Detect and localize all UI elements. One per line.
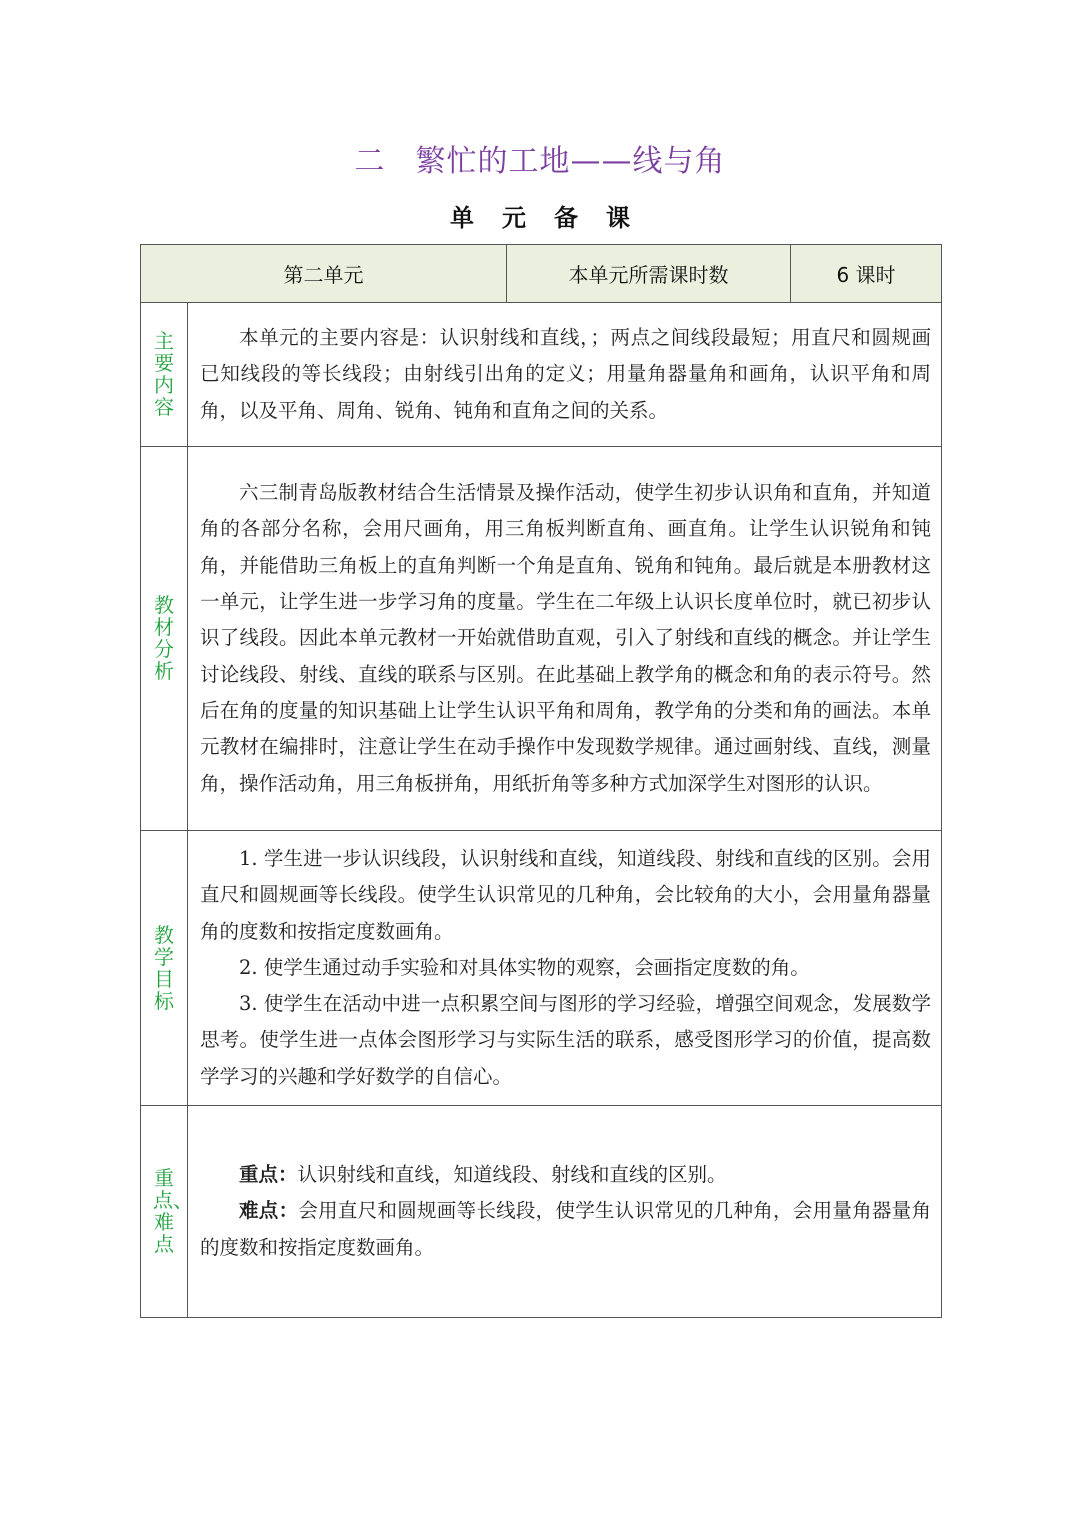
title-number: 二 <box>354 144 386 179</box>
page-subtitle: 单元备课 <box>450 204 658 232</box>
row-label-teaching-goals: 教学目标 <box>141 831 188 1106</box>
unit-plan-table <box>140 244 942 1318</box>
row-label-material-analysis: 教材分析 <box>141 447 188 831</box>
page-title <box>0 136 1080 180</box>
row-label-main-content: 主要内容 <box>141 303 188 447</box>
difficult-point-label: 难点 <box>239 1199 279 1223</box>
paragraph: 本单元的主要内容是：认识射线和直线，；两点之间线段最短；用直尺和圆规画已知线段的等长线段；由射线引出角的定义；用量角器量角和画角，认识平角和周角，以及平角、周角、锐角、钝角和直角之间的关系。 <box>200 326 931 422</box>
key-point-label: 重点 <box>239 1163 279 1187</box>
row-label-key-points: 重点、难点 <box>141 1106 188 1318</box>
table-row-material-analysis <box>141 447 942 831</box>
key-point-paragraph: 重点：认识射线和直线，知道线段、射线和直线的区别。 <box>239 1163 727 1187</box>
difficult-point-paragraph: 难点：会用直尺和圆规画等长线段，使学生认识常见的几种角，会用量角器量角的度数和按指定度数画角。 <box>200 1199 931 1259</box>
key-point-text: 认识射线和直线，知道线段、射线和直线的区别。 <box>297 1163 727 1187</box>
table-row-main-content <box>141 303 942 447</box>
table-header-row <box>141 245 942 303</box>
hours-label-cell: 本单元所需课时数 <box>507 245 791 303</box>
row-content-teaching-goals <box>188 831 942 1106</box>
row-content-main-content <box>188 303 942 447</box>
table-row-teaching-goals <box>141 831 942 1106</box>
paragraph: 六三制青岛版教材结合生活情景及操作活动，使学生初步认识角和直角，并知道角的各部分名称，会用尺画角，用三角板判断直角、画直角。让学生认识锐角和钝角，并能借助三角板上的直角判断一个角是直角、锐角和钝角。最后就是本册教材这一单元，让学生进一步学习角的度量。学生在二年级上认识长度单位时，就已初步认识了线段。因此本单元教材一开始就借助直观，引入了射线和直线的概念。并让学生讨论线段、射线、直线的联系与区别。在此基础上教学角的概念和角的表示符号。然后在角的度量的知识基础上让学生认识平角和周角，教学角的分类和角的画法。本单元教材在编排时，注意让学生在动手操作中发现数学规律。通过画射线、直线，测量角，操作活动角，用三角板拼角，用纸折角等多种方式加深学生对图形的认识。 <box>200 481 931 795</box>
row-content-material-analysis <box>188 447 942 831</box>
paragraph: 3. 使学生在活动中进一点积累空间与图形的学习经验，增强空间观念，发展数学思考。使学生进一点体会图形学习与实际生活的联系，感受图形学习的价值，提高数学学习的兴趣和学好数学的自信心。 <box>200 992 931 1088</box>
title-text: 繁忙的工地——线与角 <box>415 144 726 179</box>
unit-name-cell: 第二单元 <box>141 245 507 303</box>
hours-value-cell: 6 课时 <box>791 245 942 303</box>
paragraph: 1. 学生进一步认识线段，认识射线和直线，知道线段、射线和直线的区别。会用直尺和圆规画等长线段。使学生认识常见的几种角，会比较角的大小，会用量角器量角的度数和按指定度数画角。 <box>200 847 931 943</box>
row-content-key-points <box>188 1106 942 1318</box>
paragraph: 2. 使学生通过动手实验和对具体实物的观察，会画指定度数的角。 <box>239 955 810 979</box>
table-row-key-points <box>141 1106 942 1318</box>
difficult-point-text: 会用直尺和圆规画等长线段，使学生认识常见的几种角，会用量角器量角的度数和按指定度数画角。 <box>200 1199 931 1259</box>
